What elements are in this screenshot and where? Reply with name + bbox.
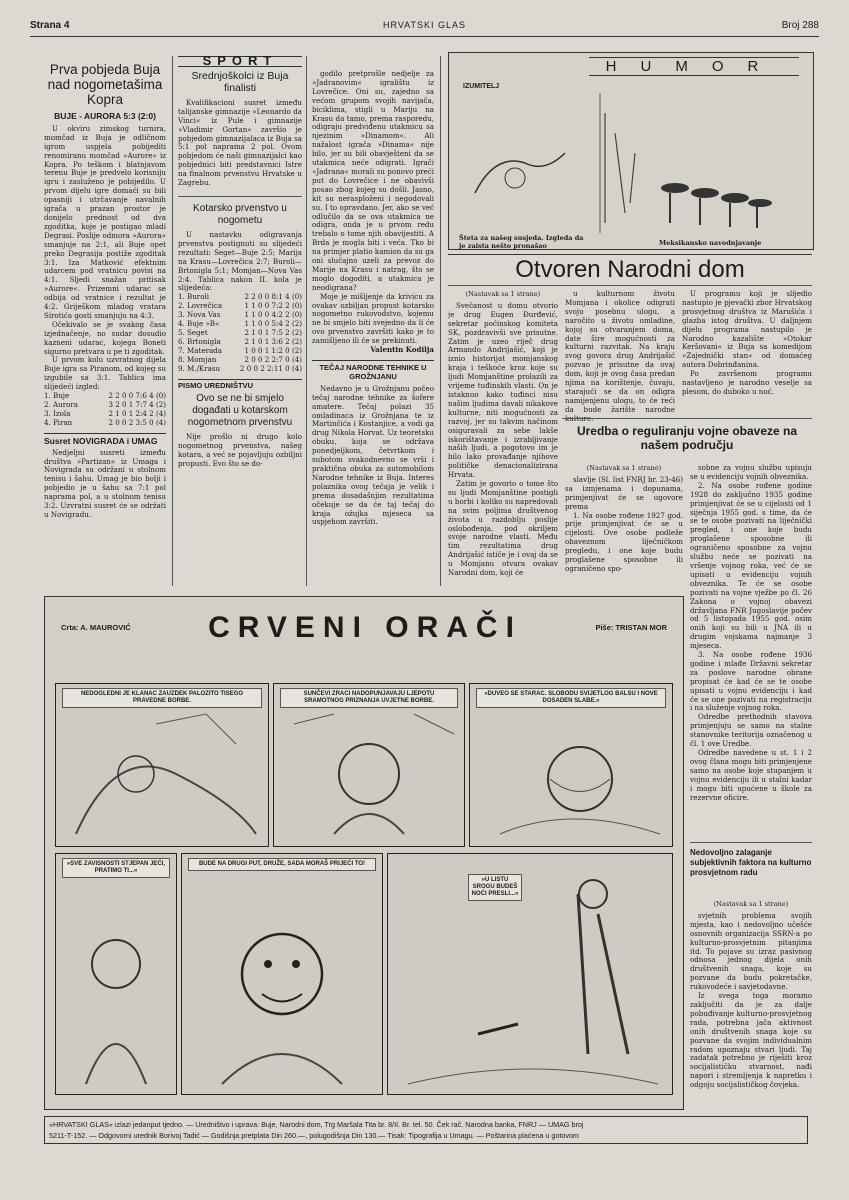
team-name: 3. Izola — [44, 408, 71, 418]
team-score: 1 1 0 0 5:4 2 (2) — [244, 319, 302, 329]
team-name: 2. Aurora — [44, 400, 78, 409]
page-number: Strana 4 — [30, 20, 70, 31]
table-row — [44, 419, 166, 428]
headline-srednjoskolci: Srednjoškolci iz Buja finalisti — [191, 69, 289, 94]
team-score: 2 1 0 1 2:4 2 (4) — [108, 408, 166, 418]
signature: Valentin Kodilja — [370, 345, 434, 355]
article-text: Nedjeljni susreti između društva »Partizan« iz Umaga i Novigrada su održani u stolnom tenisu i šahu. Umag je bio bolji i pobjedio je u šahu sa 7:1 pol naprama pol, a u stolnom tenisu 3:2. Uzvratni susret će se održati u Novigradu. — [44, 447, 166, 519]
article-text: godilo pretprošle nedjelje za »Jadranovim« igralištu iz Lovrečice. Oni su, zajedno sa većom grupom svojih navijača, biciklima, stigli u Mariju na Krasu da tamo, prema rasporedu, odigraju predviđenu utakmicu sa njezinim »Dinamom«. Ali nažalost igrača »Dinama« nije bilo, jer su bili obavješteni da se utakmica neće odigrati. Igrači »Jadrana« morali su ponovo preći put do Lovrečice i ne obavivši posao zbog kojeg su došli. Jasno, kit su nerasploženi i negodovali su. I to opravdano. Jer, ako se već odlučilo da se ova utakmica ne odigra, onda je u prvom redu trebalo o tome njih obavijestiti. A Brda je mogla biti i veća. Tko bi na primjer platio kamion da su ga oni slučajno uzeli za prevoz do Marije na Krasu i natrag, što se moglo dogoditi, a utakmica je neodigrana? — [312, 69, 434, 292]
headline-novigrad: Susret NOVIGRADA i UMAG — [44, 433, 166, 446]
team-name: 1. Buroli — [178, 292, 210, 302]
article-text: Zatim je govorio o tome što su ljudi Momjanštine postigli u borbi i koliko su napredovali na svim poljima društvenog života u razdoblju poslije oslobođenja, pod okriljem svoje narodne vlasti. Među tim rezultatima drug Andrijašić ističe je i ovaj da se u Momjanu otvara ovakav Narodni dom, koji će — [448, 479, 558, 578]
article-text: Kvalifikacioni susret između talijanske gimnazije »Leonardo da Vinci« iz Pule i gimnazije »Vladimir Gortan« završio je pobjedom gimnazijalaca iz Buja sa 5:1 pol naprama 2 pol. Ovom pobjedom će naši gimnazijalci kao pobjednici biti predstavnici Istre na finalnom prvenstvu Hrvatske u Zagrebu. — [178, 97, 302, 188]
article-text: Svečanost u domu otvorio je drug Eugen Đurđević, sekretar poćinskog komiteta SK, pozdravivši sve prisutne. Zatim je uzeo riječ drug Armando Andrijašić, koji je iznio historijat momjanskog kraja i teškoće kroz koje su ljudi Momjanštine prolazili za vrijeme tuđinskih vlasti. On je istaknuo kako tuđinci nisu našim ljudima davali nikakove kulturne, niti mogućnosti za razvoj, jer su takvim načinom osiguravali za sebe lakše iskorištavanje i izrabljivanje naših ljudi, a pogotovo im je bilo lako provađanje njihove političke denacionalizirana Hrvata. — [448, 300, 558, 480]
headline-kotarsko: Kotarsko prvenstvo u nogometu — [178, 196, 302, 227]
headline-nedovoljno: Nedovoljno zalaganje subjektivnih faktora na kulturno prosvjetnom radu — [690, 848, 812, 877]
team-score: 1 1 0 0 7:2 2 (0) — [244, 301, 302, 311]
page-header — [30, 14, 819, 37]
article-text: 2. Na osobe rođene godine 1928 do zaključno 1935 godine primjenjivat će se u cijelosti od 1 siječnja 1955 god. s time, da će se te osobe pozivati na liječnički pregled, i one koje budu proglašene sposobne ili ograničeno sposobne za vojnu službu neće se pozivati na vršenje vojnog roka, već će se upisati u evidenciju vojnih obveznika. Te će se osobe pozivati na vojne vježbe po čl. 26 Zakona o vojnoj obavezi državljana FNR Jugoslavije počev od 5 listopada 1955 god. osim onih koji su bili u JNA ili u drugim vojskama najmanje 3 mjeseca. — [690, 480, 812, 651]
panel-caption: »U LISTU SROGU BUDEŠ NOĆI PRESLI...« — [468, 874, 522, 901]
continuation-note: (Nastavak sa 1 strane) — [586, 464, 662, 472]
league-table — [44, 392, 166, 428]
team-name: 7. Materada — [178, 345, 222, 355]
comic-panel-6 — [387, 853, 673, 1095]
column-2 — [178, 42, 302, 582]
panel-caption: »SVE ZAVISNOSTI STJEPAN JEĆI, PRATIMO TI...« — [62, 858, 170, 878]
score-subtitle: BUJE - AURORA 5:3 (2:0) — [54, 111, 156, 121]
article-text: U nastavku odigravanja prvenstva postignuti su slijedeći rezultati: Seget—Buje 2:5; Marija na Krasu—Lovrečica 2:7; Buroli—Brtonigla 5:1; Momjan—Nova Vas 2:4. Tablica nakon II. kola je slijedeća: — [178, 229, 302, 293]
article-text: U prvom kolu uzvratnog dijela Buje igra sa Piranom, od kojeg su izgubile sa 3:1. Tablica ima slijedeći izgled: — [44, 355, 166, 392]
column-3 — [312, 42, 434, 582]
panel-drawing — [388, 854, 672, 1094]
comic-panel-2 — [273, 683, 465, 847]
panel-caption: »DUVEO SE STARAC. SLOBODU SVIJETLOG BALSU I NOVE DOSADEN SLABE.« — [476, 688, 666, 708]
article-text: Po završenom programu nastavljeno je narodno veselje sa plesom, do duboko u noć. — [682, 369, 812, 396]
team-score: 2 0 0 2 3:5 0 (4) — [108, 417, 166, 427]
cartoon-illustration — [455, 93, 805, 233]
comic-artist: Crta: A. MAUROVIĆ — [61, 623, 131, 632]
masthead: HRVATSKI GLAS — [382, 20, 467, 30]
issue-number: Broj 288 — [781, 20, 819, 31]
headline-pismo: PISMO UREDNIŠTVU — [178, 379, 302, 391]
uredba-col-1 — [565, 464, 683, 589]
panel-drawing — [56, 684, 268, 846]
team-score: 2 2 0 0 8:1 4 (0) — [244, 292, 302, 302]
column-rule — [306, 56, 307, 586]
article-col-3 — [682, 290, 812, 425]
article-text: sobne za vojnu službu upisuju se u evidenciju vojnih obveznika. — [690, 464, 812, 481]
article-text: Nedavno je u Grožnjanu počeo tečaj narodne tehnike za šofere amatere. Tečaj polazi 35 omladinaca iz Grožnjana te iz Martinčića i Kostanjice, a vodi ga drug Nikola Horvat. Uz teoretsku obuku, koja se održava ponedjeljkom, četvrtkom i subotom svakodnevno se vrši i praktična obuka za automobilom Narodne tehnike iz Buja. Interes polaznika ovog tečaja je velik i prema dosadašnjim rezultatima očekuje se da će taj tečaj do kraja ožujka mjeseca sa uspjehom završiti. — [312, 383, 434, 527]
article-text: U okviru zimskog turnira, momčad iz Buja je odličnom igrom uspjela pobijediti renomiranu momčad »Aurore« iz Kopra. Po teškom i blatnjavom terenu Buje je predvelo korisniju igru i zasluženo je pobijedilo. U prvom dijelu igre domaći su bili opasniji i utrčavanje navalnih igrača u prazan prostor je donijelo prednost od dva zgoditka, koje je postigao mladi Degrasi. Poslije odmora »Aurora« smanjuje na 2:1, ali Buje opet preko Degrasija postiže zgoditak 3:1. Iza Matković efektnim udarcem pod vratnicu povisi na 4:1. Sljedi snažan pritisak »Aurore«. Prizemni udarac se odbija od vratnice i rezultat je 4:2. Griješkom mladog vratara Sirotića gosti smanjuju na 4:3. — [44, 123, 166, 320]
comic-panel-4 — [55, 853, 177, 1095]
panel-caption: BUDE NA DRUGI PUT, DRUŽE, SADA MORAŠ PRIJEĆI TO! — [188, 858, 376, 871]
headline-otvoren-narodni-dom: Otvoren Narodni dom — [448, 254, 812, 286]
headline-tecaj: TEČAJ NARODNE TEHNIKE U GROŽNJANU — [312, 360, 434, 382]
comic-writer: Piše: TRISTAN MOR — [595, 623, 667, 632]
team-name: 6. Brtonigla — [178, 336, 221, 346]
panel-caption: NEDOGLEDNI JE KLANAC ZAUZDEK PALOZITO TISEGO PRAVEDNE BORBE. — [62, 688, 262, 708]
team-name: 5. Seget — [178, 327, 208, 337]
article-text: svjetnih problema svojih mjesta, kao i nedovoljno učešće osnovnih organizacija SSRN-a po kulturno-prosvjetnim pitanjima itd. To pojave su izraz pasivnog odnosa jednog dijela onih društvenih snaga, koje su pozvane da budu pokretačke, rukovodeće i savjetodavne. — [690, 910, 812, 992]
article-col-1 — [448, 290, 558, 590]
humor-title: HUMOR — [589, 57, 799, 76]
column-rule — [172, 56, 173, 586]
humor-box — [448, 52, 814, 250]
uredba-col-2 — [690, 464, 812, 836]
headline-uredba: Uredba o reguliranju vojne obaveze na našem području — [576, 424, 798, 452]
comic-panel-3 — [469, 683, 673, 847]
panel-drawing — [274, 684, 464, 846]
section-rule — [562, 418, 812, 419]
comic-panel-5 — [181, 853, 383, 1095]
panel-drawing — [56, 854, 176, 1094]
article-text: 3. Na osobe rođene 1936 godine i mlađe Državni sekretar za poslove narodne obrane propisat će kad će se te osobe upisati u vojnu evidenciju i kad će se one pozivati na registraciju i na služenje vojnog roka. — [690, 650, 812, 713]
article-text: Iz svega toga moramo zaključiti da je za dalje pobuđivanje kulturno-prosvjetnog rada, potrebna jača aktivnost onih društvenih snaga koje su pozvane da svojim individualnim radom upoznaju stvari ljudi. Taj zadatak potrebno je riješiti kroz socijalističku stvarnost, nađi napori i stremljenja k napretku i odgoju socijalističkog čovjeka. — [690, 991, 812, 1090]
team-name: 2. Lovrečica — [178, 301, 223, 311]
column-1 — [44, 42, 166, 582]
team-name: 1. Buje — [44, 391, 70, 401]
imprint-footer — [44, 1116, 808, 1144]
cartoon-label: IZUMITELJ — [463, 83, 500, 90]
article-text: Nije prošlo ni drugo kolo nogometnog prvenstva, našeg kotara, a već se pojavljuju ozbiljni propusti. Evo što se do- — [178, 432, 302, 469]
article-col-2 — [565, 290, 675, 425]
article-text: Odredbe prethodnih stavova primjenjuju se samo na stalne stanovnike teritorija označenog u čl. 1 ove Uredbe. — [690, 712, 812, 749]
panel-drawing — [470, 684, 672, 846]
team-score: 1 0 0 1 1:2 0 (2) — [244, 345, 302, 355]
team-score: 2 0 0 2 2:11 0 (4) — [239, 363, 302, 373]
team-score: 3 2 0 1 7:7 4 (2) — [108, 400, 166, 409]
article-text: U programu koji je slijedio nastupio je pjevački zbor Hrvatskog prosvjetnog društva iz Marušića i glazba istog društva. U daljnjem dijelu programa nastupilo je Narodno kazalište »Otokar Keršovani« iz Buja sa komedijom »Zajednički stan« od domaćeg autora Dobrinđanina. — [682, 290, 812, 370]
comic-panel-1 — [55, 683, 269, 847]
team-score: 2 1 0 1 7:5 2 (2) — [244, 327, 302, 337]
imprint-line-2: 5211-T-152. — Odgovorni urednik Borivoj Tadić — Godišnja pretplata Din 260.—, polugodišnja Din 130.— Tisak: Tipografija u Umagu. — Poštarina plaćena u gotovom — [49, 1131, 579, 1140]
comic-strip — [44, 596, 684, 1110]
team-score: 2 1 0 1 3:6 2 (2) — [244, 336, 302, 346]
headline-ovo-se: Ovo se ne bi smjelo događati u kotarskom nogometnom prvenstvu — [187, 393, 293, 429]
team-name: 3. Nova Vas — [178, 310, 221, 320]
team-score: 2 2 0 0 7:6 4 (0) — [108, 391, 166, 401]
continuation-note: (Nastavak sa 1 strane) — [713, 900, 789, 908]
imprint-line-1: »HRVATSKI GLAS« izlazi jedanput tjedno. — Uredništvo i uprava: Buje, Narodni dom, Trg Maršala Tita br. 8/II. Br. tel. 50. Ček rač. Narodna banka, FNRJ — UMAG broj — [49, 1120, 584, 1129]
cartoon-caption-2: Meksikansko navodnjavanje — [659, 239, 762, 247]
nedovoljno-text — [690, 900, 812, 1112]
team-name: 4. Piran — [44, 417, 73, 427]
team-name: 8. Momjan — [178, 354, 217, 364]
article-text: Moje je mišljenje da krivicu za ovakav ozbiljan propust kotarsko nogometno rukovodstvo, kojemu ne bi smjelo biti svejedno da li će ovo prvenstvo završiti kako je to zamišljeno ili će se prekinuti. — [312, 291, 434, 346]
table-row — [178, 365, 302, 374]
section-sport: SPORT — [178, 56, 302, 67]
team-name: 4. Buje »B« — [178, 319, 220, 329]
article-text: 1. Na osobe rođene 1927 god. prije primjenjivat će se u cijelosti. Ove osobe podleže obaveznom liječničkom pregledu, i one koje budu proglašene sposobne ili ograničeno spo- — [565, 510, 683, 573]
panel-drawing — [182, 854, 382, 1094]
headline-prva-pobjeda: Prva pobjeda Buja nad nogometašima Kopra — [47, 62, 163, 107]
league-table — [178, 293, 302, 373]
continuation-note: (Nastavak sa 1 strane) — [465, 290, 541, 298]
team-name: 9. M./Krasu — [178, 363, 221, 373]
article-text: Odredbe navedene u st. 1 i 2 ovog člana mogu biti primjenjene samo na osobe koje stupanjem u vojnu evidenciju ili u stalni kadar i mogu biti upućene u škole za rezervne oficire. — [690, 748, 812, 802]
column-rule — [440, 56, 441, 586]
comic-title: CRVENI ORAČI — [208, 611, 522, 644]
cartoon-caption-1: Šteta za našeg susjeda. Izgleda da je zaista nešto pronašao — [459, 234, 584, 250]
article-text: u kulturnom životu Momjana i okolice odigrati svoju posebnu ulogu, a naročito u životu omladine, kojoj su otvaranjem doma, date šire mogućnosti za kulturni razvitak. Na kraju svog govora drug Andrijašić pozvao je prisutne da ovaj dom, koji je ovog časa predan njima na korištenje, čuvaju, starajući se da on odigra namijenjenu ulogu, to će reći da bude žarište narodne kulture. — [565, 290, 675, 423]
team-score: 1 1 0 0 4:2 2 (0) — [244, 310, 302, 320]
section-rule — [690, 842, 812, 843]
panel-caption: SUNČEVI ZRACI NADOPUNJAVAJU LJEPOTU SRAMOTNOG PRIZNANJA UVJETNE BORBE. — [280, 688, 458, 708]
article-text: slavlje (Sl. list FNRJ br. 23-46) sa izmjenama i dopunama, primjenjivat će se ugovore prema — [565, 474, 683, 511]
article-text: Očekivalo se je svakog časa izjednačenje, no sudar dosudio kazneni udarac, kojega Boneti sigurno pretvara u pe ti zgoditak. — [44, 319, 166, 356]
team-score: 2 0 0 2 2:7 0 (4) — [244, 354, 302, 364]
